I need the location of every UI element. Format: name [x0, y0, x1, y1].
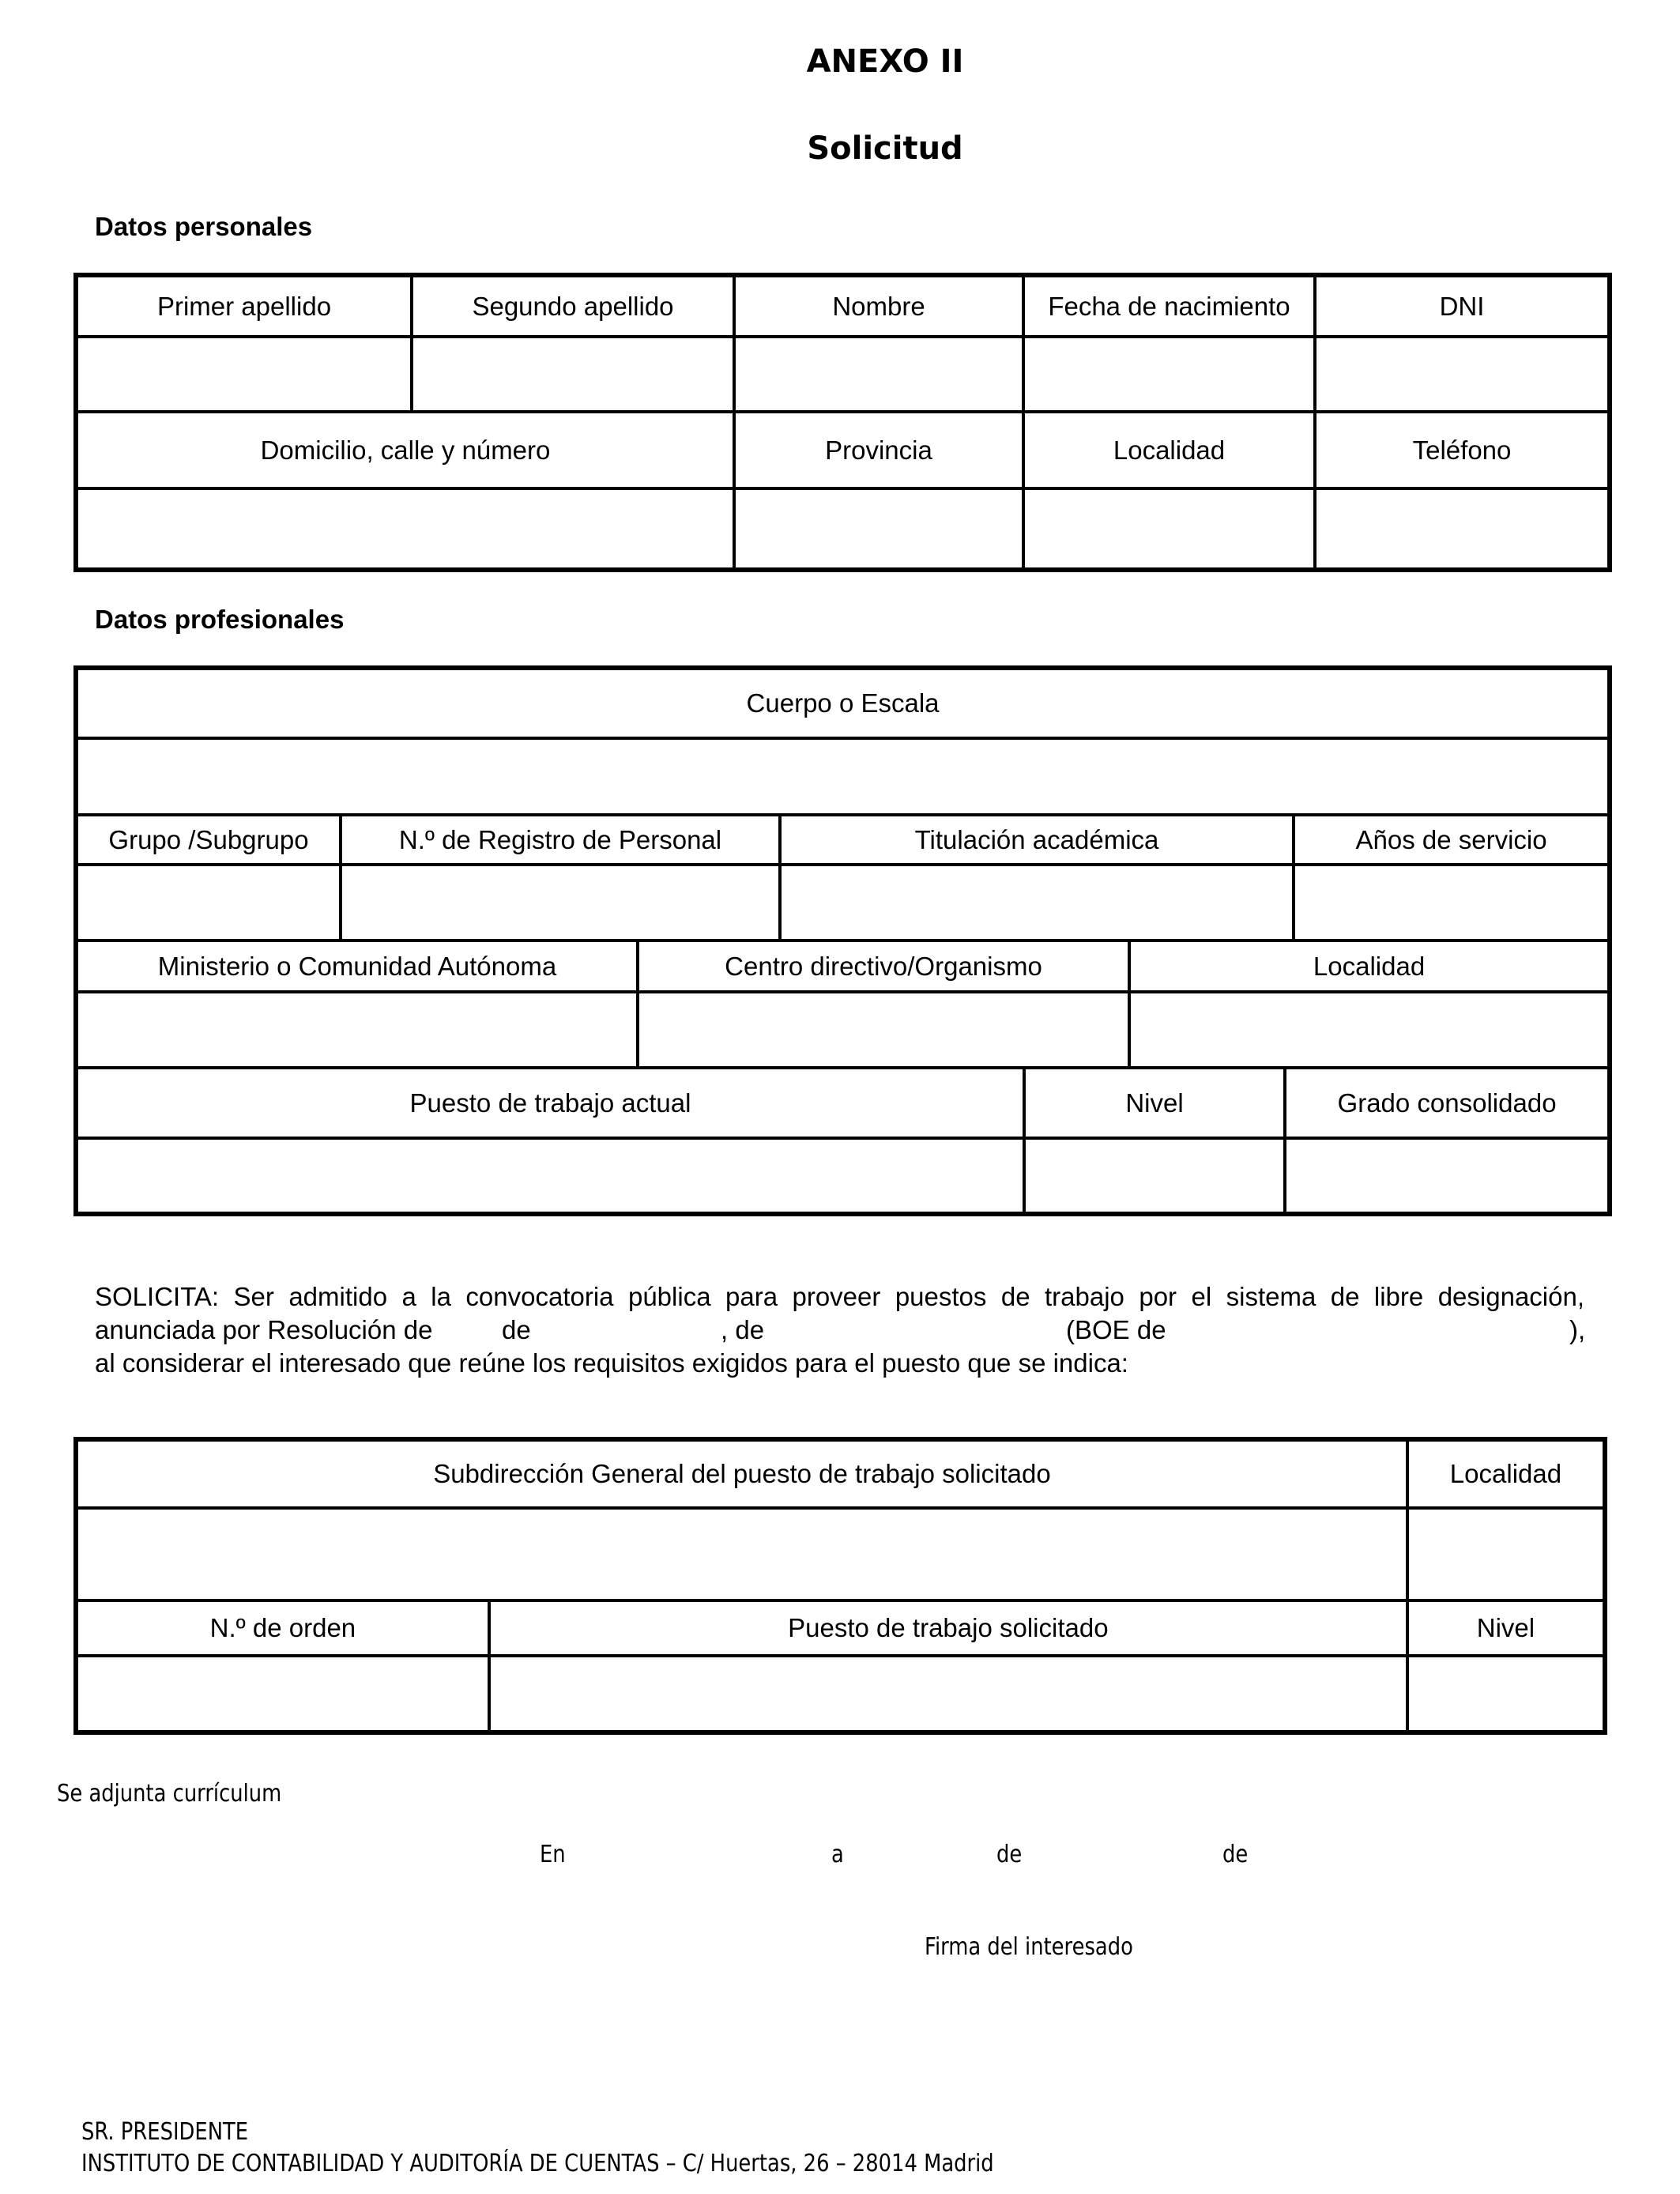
request-line-2-de: de [502, 1315, 531, 1344]
header-degree: Titulación académica [780, 815, 1294, 865]
header-current-post: Puesto de trabajo actual [76, 1068, 1024, 1138]
field-order-number[interactable] [76, 1656, 489, 1732]
header-ministry: Ministerio o Comunidad Autónoma [76, 941, 638, 992]
header-position-locality: Localidad [1407, 1439, 1605, 1508]
field-address[interactable] [76, 488, 734, 570]
footer-institution-address: INSTITUTO DE CONTABILIDAD Y AUDITORÍA DE CUENTAS – C/ Huertas, 26 – 28014 Madrid [81, 2150, 994, 2177]
header-province: Provincia [734, 412, 1023, 488]
field-subdirectorate[interactable] [76, 1508, 1407, 1600]
place-a: a [831, 1841, 844, 1868]
field-years-service[interactable] [1294, 865, 1610, 941]
header-corps: Cuerpo o Escala [76, 668, 1610, 738]
field-group[interactable] [76, 865, 341, 941]
header-group: Grupo /Subgrupo [76, 815, 341, 865]
header-second-surname: Segundo apellido [412, 275, 734, 337]
professional-data-heading: Datos profesionales [95, 605, 345, 634]
header-level: Nivel [1024, 1068, 1285, 1138]
personal-data-heading: Datos personales [95, 212, 313, 241]
signature-label: Firma del interesado [925, 1933, 1133, 1961]
professional-data-table [73, 665, 1612, 1216]
header-requested-level: Nivel [1407, 1600, 1605, 1656]
field-first-surname[interactable] [76, 337, 412, 412]
footer-addressee: SR. PRESIDENTE [81, 2118, 249, 2146]
place-de-year: de [1222, 1841, 1249, 1868]
header-phone: Teléfono [1315, 412, 1610, 488]
header-registry-number: N.º de Registro de Personal [341, 815, 780, 865]
field-birth-date[interactable] [1023, 337, 1315, 412]
field-level[interactable] [1024, 1138, 1285, 1214]
field-locality[interactable] [1023, 488, 1315, 570]
header-birth-date: Fecha de nacimiento [1023, 275, 1315, 337]
field-directorate[interactable] [638, 992, 1129, 1068]
annex-title: ANEXO II [806, 43, 964, 80]
field-second-surname[interactable] [412, 337, 734, 412]
header-years-service: Años de servicio [1294, 815, 1610, 865]
field-phone[interactable] [1315, 488, 1610, 570]
field-province[interactable] [734, 488, 1023, 570]
field-registry-number[interactable] [341, 865, 780, 941]
header-locality: Localidad [1023, 412, 1315, 488]
field-requested-post[interactable] [489, 1656, 1407, 1732]
field-degree[interactable] [780, 865, 1294, 941]
header-name: Nombre [734, 275, 1023, 337]
field-requested-level[interactable] [1407, 1656, 1605, 1732]
header-dni: DNI [1315, 275, 1610, 337]
header-directorate: Centro directivo/Organismo [638, 941, 1129, 992]
header-requested-post: Puesto de trabajo solicitado [489, 1600, 1407, 1656]
field-corps[interactable] [76, 738, 1610, 815]
place-de-month: de [996, 1841, 1023, 1868]
header-order-number: N.º de orden [76, 1600, 489, 1656]
cv-attached-note: Se adjunta currículum [57, 1780, 282, 1808]
header-prof-locality: Localidad [1129, 941, 1610, 992]
field-dni[interactable] [1315, 337, 1610, 412]
field-name[interactable] [734, 337, 1023, 412]
field-current-post[interactable] [76, 1138, 1024, 1214]
header-address: Domicilio, calle y número [76, 412, 734, 488]
personal-data-table [73, 273, 1612, 572]
form-title: Solicitud [807, 130, 963, 167]
request-line-2-resolution: anunciada por Resolución de [95, 1315, 433, 1344]
field-consolidated-grade[interactable] [1285, 1138, 1610, 1214]
requested-position-table [73, 1437, 1607, 1735]
header-first-surname: Primer apellido [76, 275, 412, 337]
place-en: En [540, 1841, 566, 1868]
request-line-1: SOLICITA: Ser admitido a la convocatoria pública para proveer puestos de trabajo por el sistema de libre designación, [95, 1282, 1584, 1311]
request-line-2-boe: (BOE de [1066, 1315, 1166, 1344]
field-position-locality[interactable] [1407, 1508, 1605, 1600]
field-prof-locality[interactable] [1129, 992, 1610, 1068]
header-consolidated-grade: Grado consolidado [1285, 1068, 1610, 1138]
header-subdirectorate: Subdirección General del puesto de trabajo solicitado [76, 1439, 1407, 1508]
field-ministry[interactable] [76, 992, 638, 1068]
request-line-3: al considerar el interesado que reúne los requisitos exigidos para el puesto que se indica: [95, 1348, 1128, 1378]
request-line-2-close: ), [1569, 1315, 1586, 1344]
request-line-2-comma-de: , de [721, 1315, 765, 1344]
